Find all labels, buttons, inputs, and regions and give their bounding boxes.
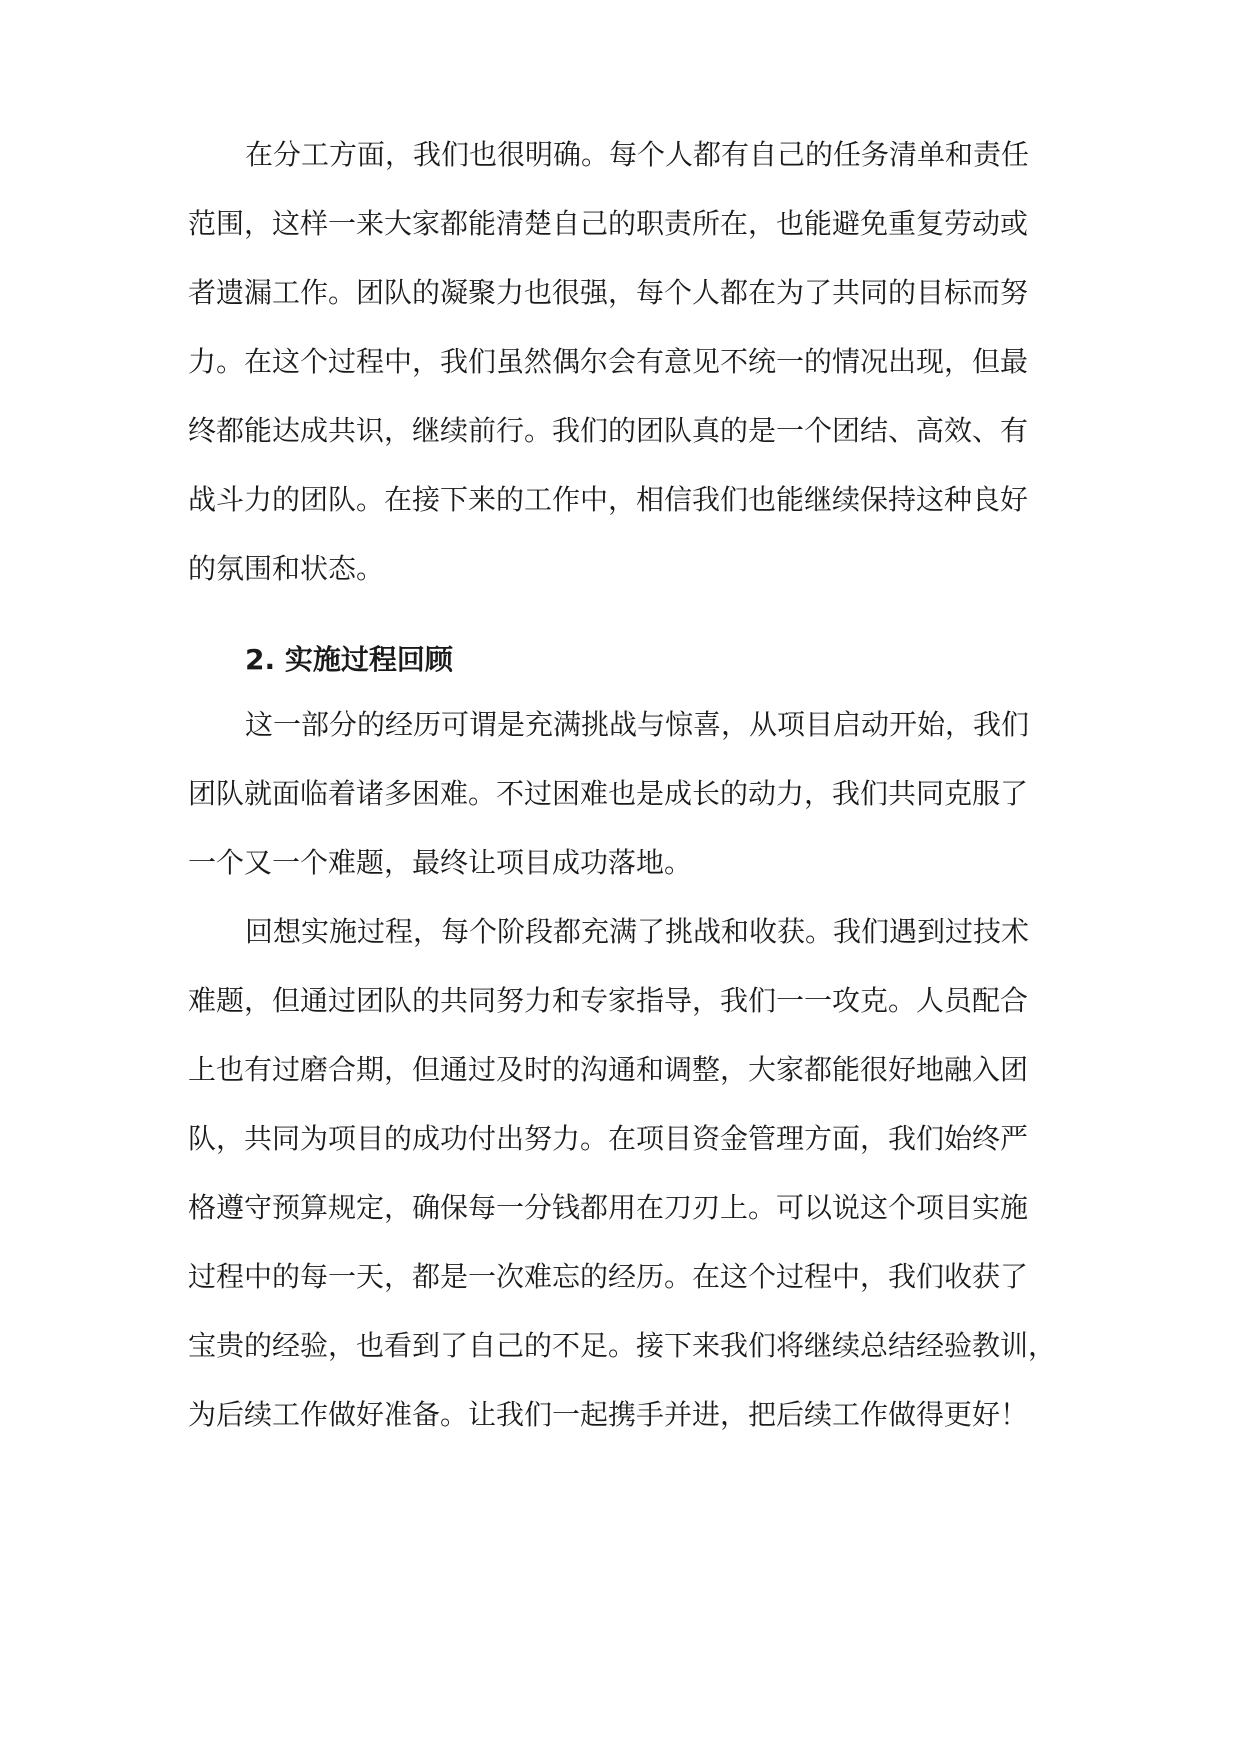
- paragraph-line: 格遵守预算规定，确保每一分钱都用在刀刃上。可以说这个项目实施: [188, 1191, 1029, 1224]
- paragraph-line: 上也有过磨合期，但通过及时的沟通和调整，大家都能很好地融入团: [188, 1053, 1029, 1086]
- paragraph-line: 回想实施过程，每个阶段都充满了挑战和收获。我们遇到过技术: [245, 915, 1030, 948]
- paragraph-line: 为后续工作做好准备。让我们一起携手并进，把后续工作做得更好！: [188, 1398, 1029, 1431]
- paragraph-line: 难题，但通过团队的共同努力和专家指导，我们一一攻克。人员配合: [188, 984, 1029, 1017]
- paragraph-line: 范围，这样一来大家都能清楚自己的职责所在，也能避免重复劳动或: [188, 207, 1029, 240]
- paragraph-line: 终都能达成共识，继续前行。我们的团队真的是一个团结、高效、有: [188, 414, 1029, 447]
- paragraph-line: 队，共同为项目的成功付出努力。在项目资金管理方面，我们始终严: [188, 1122, 1029, 1155]
- paragraph-line: 一个又一个难题，最终让项目成功落地。: [188, 846, 693, 879]
- paragraph-line: 团队就面临着诸多困难。不过困难也是成长的动力，我们共同克服了: [188, 777, 1029, 810]
- paragraph-line: 的氛围和状态。: [188, 552, 385, 585]
- paragraph-line: 宝贵的经验，也看到了自己的不足。接下来我们将继续总结经验教训，: [188, 1329, 1057, 1362]
- paragraph-line: 战斗力的团队。在接下来的工作中，相信我们也能继续保持这种良好: [188, 483, 1029, 516]
- paragraph-line: 在分工方面，我们也很明确。每个人都有自己的任务清单和责任: [245, 138, 1030, 171]
- section-heading: 2. 实施过程回顾: [245, 643, 453, 676]
- paragraph-line: 过程中的每一天，都是一次难忘的经历。在这个过程中，我们收获了: [188, 1260, 1029, 1293]
- paragraph-line: 力。在这个过程中，我们虽然偶尔会有意见不统一的情况出现，但最: [188, 345, 1029, 378]
- paragraph-line: 者遗漏工作。团队的凝聚力也很强，每个人都在为了共同的目标而努: [188, 276, 1029, 309]
- paragraph-line: 这一部分的经历可谓是充满挑战与惊喜，从项目启动开始，我们: [245, 708, 1030, 741]
